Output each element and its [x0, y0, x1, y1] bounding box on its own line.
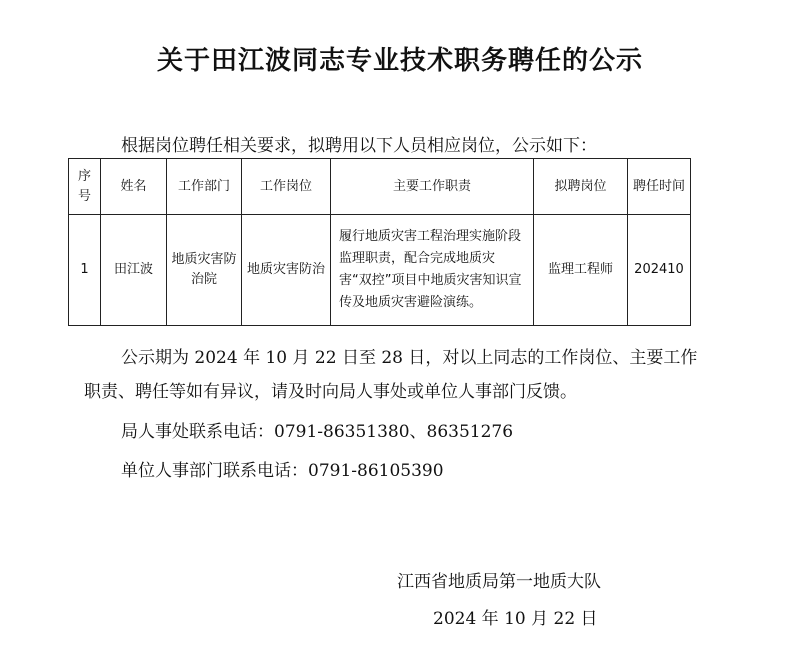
header-department: 工作部门 — [167, 159, 242, 215]
signature-date: 2024 年 10 月 22 日 — [433, 609, 598, 629]
cell-name: 田江波 — [101, 215, 167, 326]
signature-organization: 江西省地质局第一地质大队 — [397, 572, 601, 592]
cell-proposed-post: 监理工程师 — [534, 215, 628, 326]
header-proposed-post: 拟聘岗位 — [534, 159, 628, 215]
cell-duties: 履行地质灾害工程治理实施阶段监理职责，配合完成地质灾害“双控”项目中地质灾害知识宣传及地质灾害避险演练。 — [331, 215, 534, 326]
header-position: 工作岗位 — [242, 159, 331, 215]
appointment-table — [68, 158, 691, 326]
header-name: 姓名 — [101, 159, 167, 215]
header-index: 序号 — [69, 159, 101, 215]
header-appointment-time: 聘任时间 — [628, 159, 691, 215]
unit-contact-phone: 单位人事部门联系电话：0791-86105390 — [121, 461, 444, 481]
document-title: 关于田江波同志专业技术职务聘任的公示 — [156, 46, 643, 76]
table-row — [69, 215, 691, 326]
cell-department: 地质灾害防治院 — [167, 215, 242, 326]
bureau-contact-phone: 局人事处联系电话：0791-86351380、86351276 — [121, 422, 514, 442]
publicity-period-line-2: 职责、聘任等如有异议，请及时向局人事处或单位人事部门反馈。 — [84, 382, 577, 402]
header-duties: 主要工作职责 — [331, 159, 534, 215]
cell-position: 地质灾害防治 — [242, 215, 331, 326]
publicity-period-line-1: 公示期为 2024 年 10 月 22 日至 28 日，对以上同志的工作岗位、主要工作 — [121, 348, 698, 368]
intro-paragraph: 根据岗位聘任相关要求，拟聘用以下人员相应岗位，公示如下： — [121, 136, 597, 156]
table-header-row — [69, 159, 691, 215]
cell-index: 1 — [69, 215, 101, 326]
cell-appointment-time: 202410 — [628, 215, 691, 326]
